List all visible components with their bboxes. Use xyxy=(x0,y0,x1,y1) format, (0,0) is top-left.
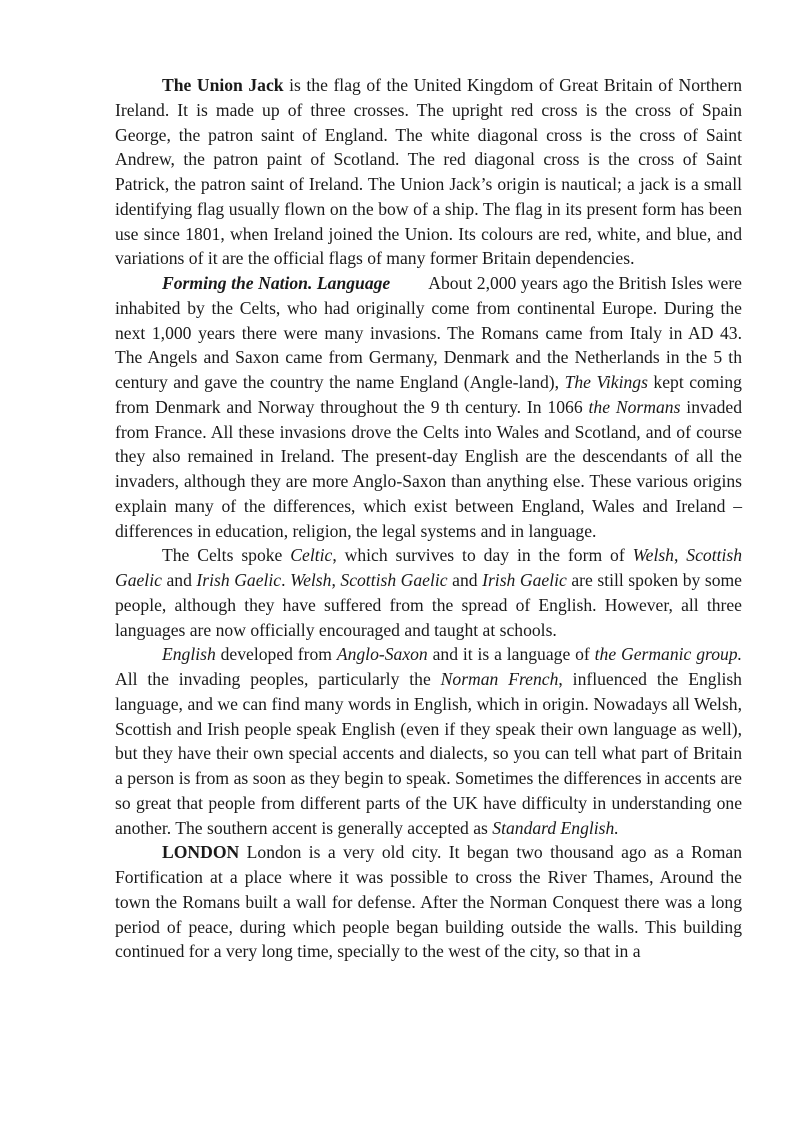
term-anglo-saxon: Anglo-Saxon xyxy=(336,644,428,665)
term-celtic: Celtic xyxy=(290,545,333,566)
term-union-jack: The Union Jack xyxy=(162,75,284,95)
paragraph-text: and xyxy=(447,570,483,590)
term-scottish-gaelic: Scottish Gaelic xyxy=(340,570,448,590)
paragraph-english-language xyxy=(115,642,742,840)
paragraph-text: , xyxy=(331,570,341,590)
paragraph-text: invaded from France. All these invasions drove the Celts into Wales and Scotland, and of course they also remained in Ireland. The present-day English are the descendants of all the invaders, although they are more Anglo-Saxon than anything else. These various origins explain many of the differences, which exist between England, Wales and Ireland – differences in education, religion, the legal systems and in language. xyxy=(115,396,742,541)
section-heading-forming-the-nation: Forming the Nation. Language xyxy=(162,273,391,293)
term-irish-gaelic: Irish Gaelic xyxy=(482,570,567,590)
term-the-normans: the Normans xyxy=(588,396,681,417)
paragraph-forming-the-nation xyxy=(115,271,742,543)
paragraph-text: . xyxy=(281,570,291,590)
term-english: English xyxy=(162,644,216,665)
term-welsh: Welsh xyxy=(290,570,332,590)
term-scottish-gaelic: Scottish Gaelic xyxy=(115,545,743,590)
paragraph-text: is the flag of the United Kingdom of Great Britain of Northern Ireland. It is made up of three crosses. The upright red cross is the cross of Spain George, the patron saint of England. The white diagonal cross is the cross of Saint Andrew, the patron paint of Scotland. The red diagonal cross is the cross of Saint Patrick, the patron saint of Ireland. The Union Jack’s origin is nautical; a jack is a small identifying flag usually flown on the bow of a ship. The flag in its present form has been use since 1801, when Ireland joined the Union. Its colours are red, white, and blue, and variations of it are the official flags of many former Britain dependencies. xyxy=(115,75,742,269)
paragraph-text: are still spoken by some people, although they have suffered from the spread of English. However, all three languages are now officially encouraged and taught at schools. xyxy=(115,570,742,640)
paragraph-text: and xyxy=(161,570,197,590)
term-irish-gaelic: Irish Gaelic xyxy=(196,570,282,590)
paragraph-text: London is a very old city. It began two thousand ago as a Roman Fortification at a place where it was possible to cross the River Thames, Around the town the Romans built a wall for defense. After the Norman Conquest there was a long period of peace, during which people began building outside the walls. This building continued for a very long time, specially to the west of the city, so that in a xyxy=(115,842,742,962)
paragraph-text: All the invading peoples, particularly the xyxy=(115,669,441,689)
paragraph-union-jack xyxy=(115,73,742,271)
paragraph-text: The Celts spoke xyxy=(162,545,291,566)
paragraph-text: developed from xyxy=(215,644,337,665)
term-welsh: Welsh xyxy=(632,545,674,566)
paragraph-text: , influenced the English language, and we can find many words in English, which in origin. Nowadays all Welsh, Scottish and Irish people speak English (even if they speak their own language as well), but they have their own special accents and dialects, so you can tell what part of Britain a person is from as soon as they begin to speak. Sometimes the differences in accents are so great that people from different parts of the UK have difficulty in understanding one another. The southern accent is generally accepted as xyxy=(115,669,742,838)
term-norman-french: Norman French xyxy=(440,669,559,689)
term-the-vikings: The Vikings xyxy=(564,372,648,392)
paragraph-london xyxy=(115,840,742,964)
paragraph-text: , xyxy=(673,545,687,566)
paragraph-celtic-languages xyxy=(115,543,742,642)
term-standard-english: Standard English. xyxy=(492,817,619,838)
document-page xyxy=(115,73,742,964)
term-germanic-group: the Germanic group. xyxy=(594,644,742,665)
paragraph-text: About 2,000 years ago the British Isles were inhabited by the Celts, who had originally come from continental Europe. During the next 1,000 years there were many invasions. The Romans came from Italy in AD 43. The Angels and Saxon came from Germany, Denmark and the Netherlands in the 5 th century and gave the country the name England (Angle-land), xyxy=(115,273,742,392)
paragraph-text: , which survives to day in the form of xyxy=(332,545,633,566)
paragraph-text: kept coming from Denmark and Norway throughout the 9 th century. In 1066 xyxy=(115,372,742,417)
paragraph-text: and it is a language of xyxy=(427,644,595,665)
section-heading-london: LONDON xyxy=(162,842,240,863)
